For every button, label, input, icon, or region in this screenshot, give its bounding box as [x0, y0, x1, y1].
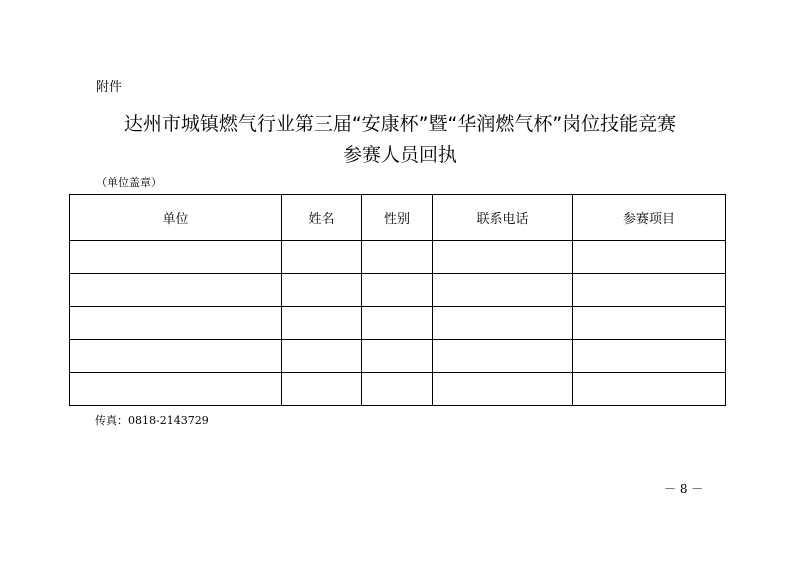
cell-unit[interactable]	[70, 274, 282, 307]
cell-phone[interactable]	[433, 307, 573, 340]
cell-event[interactable]	[573, 307, 726, 340]
cell-name[interactable]	[282, 373, 362, 406]
header-name: 姓名	[282, 195, 362, 241]
table-row	[70, 373, 726, 406]
document-title-line2: 参赛人员回执	[342, 144, 457, 166]
cell-phone[interactable]	[433, 274, 573, 307]
document-title-line1: 达州市城镇燃气行业第三届“安康杯”暨“华润燃气杯”岗位技能竞赛	[123, 113, 677, 135]
cell-gender[interactable]	[362, 241, 433, 274]
table-row	[70, 241, 726, 274]
cell-name[interactable]	[282, 241, 362, 274]
cell-gender[interactable]	[362, 307, 433, 340]
page-number: － 8 －	[664, 482, 704, 496]
cell-gender[interactable]	[362, 373, 433, 406]
cell-name[interactable]	[282, 274, 362, 307]
cell-unit[interactable]	[70, 340, 282, 373]
cell-gender[interactable]	[362, 340, 433, 373]
table-header-row	[70, 195, 726, 241]
cell-event[interactable]	[573, 340, 726, 373]
cell-phone[interactable]	[433, 340, 573, 373]
header-phone: 联系电话	[433, 195, 573, 241]
cell-event[interactable]	[573, 373, 726, 406]
fax-number: 传真：0818-2143729	[95, 414, 209, 427]
cell-phone[interactable]	[433, 373, 573, 406]
cell-name[interactable]	[282, 307, 362, 340]
header-unit: 单位	[70, 195, 282, 241]
table-row	[70, 307, 726, 340]
cell-unit[interactable]	[70, 373, 282, 406]
cell-unit[interactable]	[70, 307, 282, 340]
table-row	[70, 340, 726, 373]
cell-name[interactable]	[282, 340, 362, 373]
participant-receipt-table	[69, 194, 726, 406]
cell-event[interactable]	[573, 274, 726, 307]
cell-phone[interactable]	[433, 241, 573, 274]
unit-stamp-note: （单位盖章）	[96, 176, 162, 189]
header-event: 参赛项目	[573, 195, 726, 241]
attachment-label: 附件	[96, 80, 123, 95]
table-row	[70, 274, 726, 307]
cell-gender[interactable]	[362, 274, 433, 307]
cell-event[interactable]	[573, 241, 726, 274]
cell-unit[interactable]	[70, 241, 282, 274]
header-gender: 性别	[362, 195, 433, 241]
